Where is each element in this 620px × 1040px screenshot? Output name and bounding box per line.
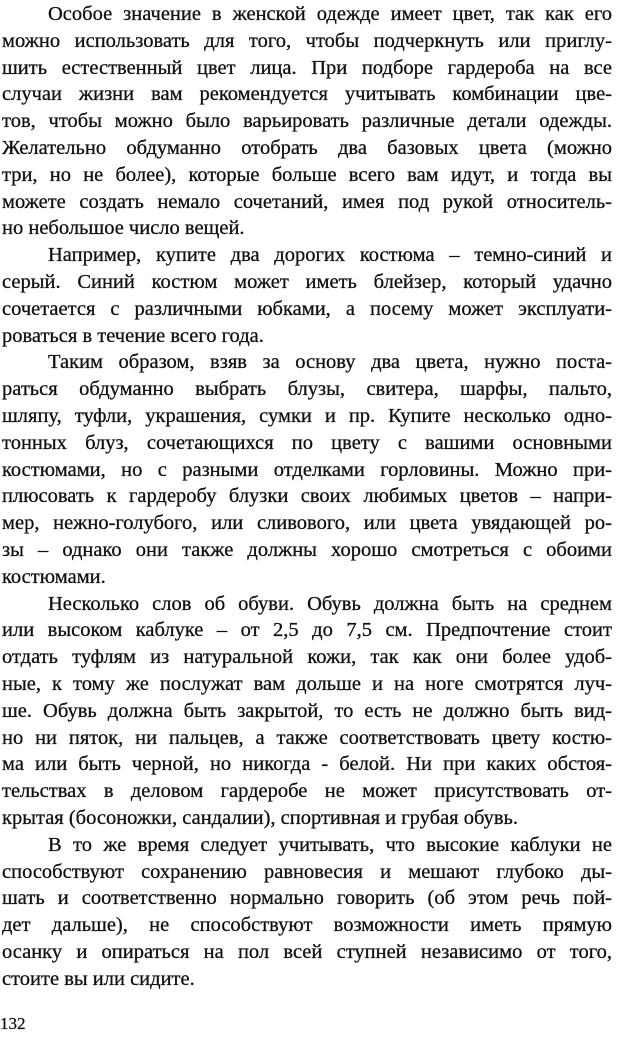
paragraph-high-heels <box>2 832 612 993</box>
text-line: тов, чтобы можно было варьировать различные детали одежды. <box>2 110 612 133</box>
text-line: шляпу, туфли, украшения, сумки и пр. Купите несколько одно- <box>2 404 612 427</box>
text-line: Таким образом, взяв за основу два цвета, нужно поста- <box>48 351 612 374</box>
text-line: но небольшое число вещей. <box>2 217 245 240</box>
text-line: раться обдуманно выбрать блузы, свитера, шарфы, пальто, <box>2 378 612 401</box>
text-line: можете создать немало сочетаний, имея под рукой относитель- <box>2 190 612 213</box>
paragraph-accessories <box>2 349 612 590</box>
text-line: серый. Синий костюм может иметь блейзер, который удачно <box>2 270 612 293</box>
text-line: ма или быть черной, но никогда - белой. Ни при каких обстоя- <box>2 753 612 776</box>
text-line: осанку и опираться на пол всей ступней независимо от того, <box>2 940 612 963</box>
page-number: 132 <box>0 1014 26 1033</box>
text-line: три, но не более), которые больше всего вам идут, и тогда вы <box>2 163 612 186</box>
text-line: случаи жизни вам рекомендуется учитывать комбинации цве- <box>2 83 612 106</box>
text-line: или высоком каблуке – от 2,5 до 7,5 см. Предпочтение стоит <box>2 619 612 642</box>
text-line: можно использовать для того, чтобы подчеркнуть или приглу- <box>2 29 612 52</box>
text-line: Особое значение в женской одежде имеет цвет, так как его <box>48 3 612 25</box>
paragraph-two-suits <box>2 242 612 349</box>
paragraph-color-importance <box>2 1 612 242</box>
text-line: крытая (босоножки, сандалии), спортивная и грубая обувь. <box>2 806 519 829</box>
text-line: шить естественный цвет лица. При подборе гардероба на все <box>2 56 612 79</box>
text-line: тонных блуз, сочетающихся по цвету с вашими основными <box>2 431 612 454</box>
text-line: зы – однако они также должны хорошо смотреться с обоими <box>2 538 612 561</box>
text-line: Несколько слов об обуви. Обувь должна быть на среднем <box>48 592 612 615</box>
text-line: отдать туфлям из натуральной кожи, так как они более удоб- <box>2 646 612 669</box>
text-line: способствуют сохранению равновесия и мешают глубоко ды- <box>2 860 612 883</box>
text-line: но ни пяток, ни пальцев, а также соответствовать цвету костю- <box>2 726 612 749</box>
text-line: плюсовать к гардеробу блузки своих любимых цветов – напри- <box>2 485 612 508</box>
text-line: Желательно обдуманно отобрать два базовых цвета (можно <box>2 136 612 159</box>
text-line: мер, нежно-голубого, или сливового, или цвета увядающей ро- <box>2 512 612 535</box>
body-text <box>2 1 612 992</box>
text-line: шать и соответственно нормально говорить (об этом речь пой- <box>2 887 612 910</box>
paragraph-shoes <box>2 591 612 832</box>
text-line: В то же время следует учитывать, что высокие каблуки не <box>48 833 612 856</box>
text-line: костюмами. <box>2 565 106 588</box>
text-line: дет дальше), не способствуют возможности иметь прямую <box>2 914 612 937</box>
text-line: ные, к тому же послужат вам дольше и на ноге смотрятся луч- <box>2 672 612 695</box>
text-line: стоите вы или сидите. <box>2 967 195 990</box>
text-line: сочетается с различными юбками, а посему может эксплуати- <box>2 297 612 320</box>
text-line: тельствах в деловом гардеробе не может присутствовать от- <box>2 780 612 803</box>
text-line: костюмами, но с разными отделками горловины. Можно при- <box>2 458 612 481</box>
text-line: Например, купите два дорогих костюма – темно-синий и <box>48 244 612 267</box>
text-line: роваться в течение всего года. <box>2 324 264 347</box>
text-line: ше. Обувь должна быть закрытой, то есть не должно быть вид- <box>2 699 612 722</box>
